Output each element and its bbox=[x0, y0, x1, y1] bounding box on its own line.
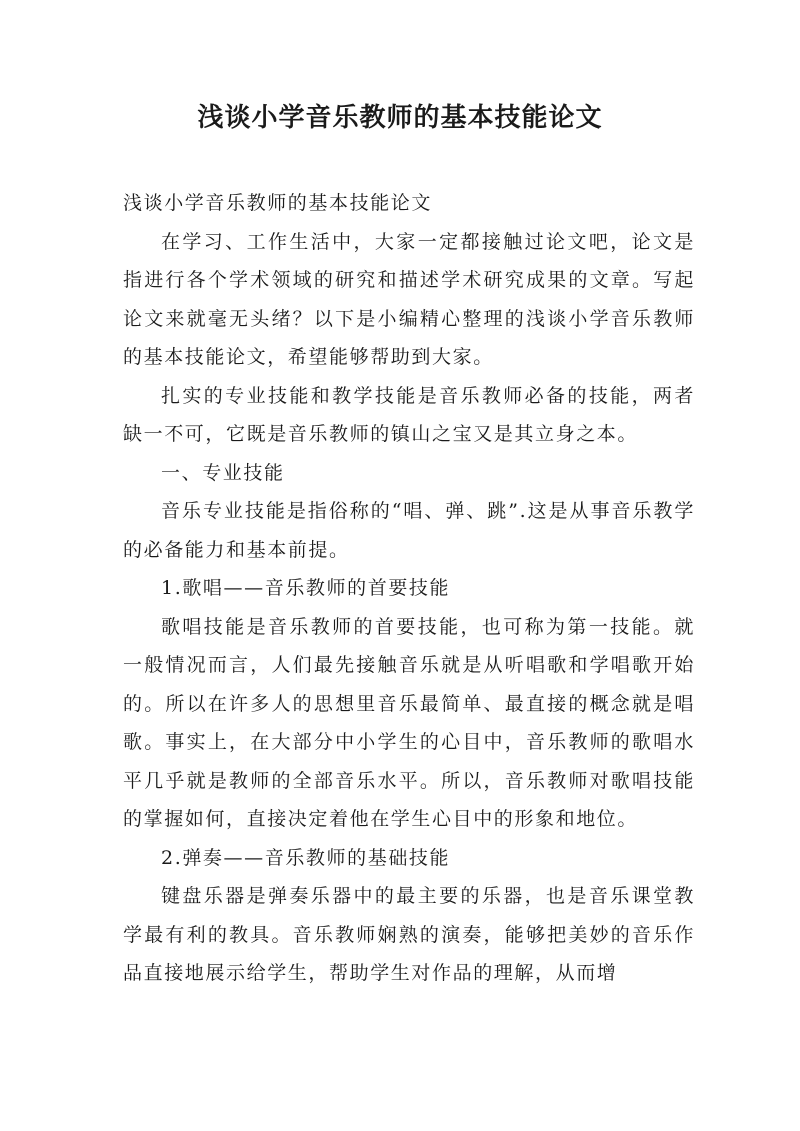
section-heading-professional-skills: 一、专业技能 bbox=[161, 461, 285, 484]
paragraph-skills-overview: 扎实的专业技能和教学技能是音乐教师必备的技能，两者缺一不可，它既是音乐教师的镇山之宝又是其立身之本。 bbox=[123, 384, 695, 445]
subtitle-line: 浅谈小学音乐教师的基本技能论文 bbox=[123, 192, 433, 214]
paragraph-professional-skills: 音乐专业技能是指俗称的“唱、弹、跳”.这是从事音乐教学的必备能力和基本前提。 bbox=[123, 500, 695, 561]
paragraph-singing: 歌唱技能是音乐教师的首要技能，也可称为第一技能。就一般情况而言，人们最先接触音乐就是从听唱歌和学唱歌开始的。所以在许多人的思想里音乐最简单、最直接的概念就是唱歌。事实上，在大部分中小学生的心目中，音乐教师的歌唱水平几乎就是教师的全部音乐水平。所以，音乐教师对歌唱技能的掌握如何，直接决定着他在学生心目中的形象和地位。 bbox=[123, 615, 695, 830]
paragraph-intro: 在学习、工作生活中，大家一定都接触过论文吧，论文是指进行各个学术领域的研究和描述学术研究成果的文章。写起论文来就毫无头绪？以下是小编精心整理的浅谈小学音乐教师的基本技能论文，希望能够帮助到大家。 bbox=[123, 230, 695, 368]
document-body bbox=[123, 184, 695, 993]
paragraph-playing: 键盘乐器是弹奏乐器中的最主要的乐器，也是音乐课堂教学最有利的教具。音乐教师娴熟的演奏，能够把美妙的音乐作品直接地展示给学生，帮助学生对作品的理解，从而增 bbox=[123, 885, 695, 984]
subheading-playing: 2.弹奏——音乐教师的基础技能 bbox=[161, 846, 451, 869]
subheading-singing: 1.歌唱——音乐教师的首要技能 bbox=[161, 577, 451, 599]
document-title: 浅谈小学音乐教师的基本技能论文 bbox=[197, 103, 603, 133]
